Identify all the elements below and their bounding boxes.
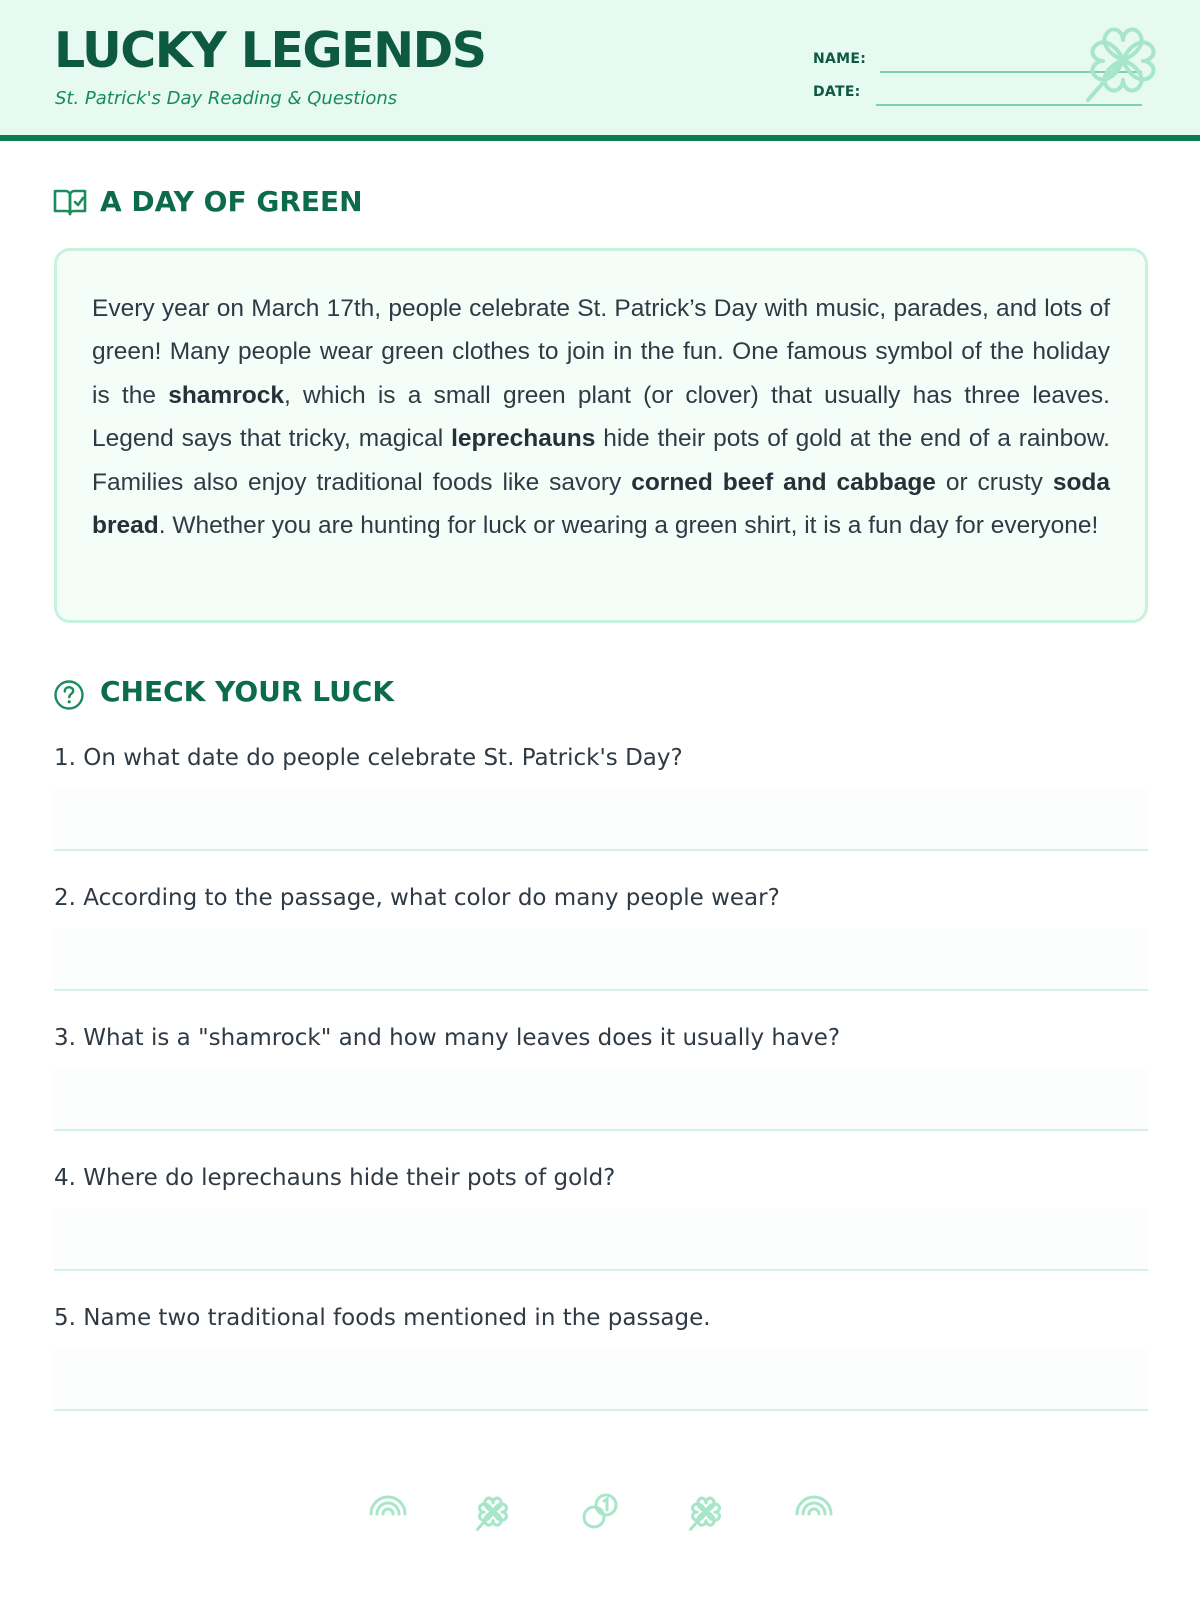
name-label: NAME: bbox=[813, 51, 867, 67]
question-text: 5. Name two traditional foods mentioned in the passage. bbox=[54, 1305, 711, 1331]
question-text: 4. Where do leprechauns hide their pots of gold? bbox=[54, 1165, 616, 1191]
question-block[interactable] bbox=[54, 885, 1148, 991]
keyword-shamrock: shamrock bbox=[168, 381, 284, 409]
passage-text: Every year on March 17th, people celebrate St. Patrick’s Day with music, parades, and lots of green! Many people wear green clothes to join in the fun. One famous symbol of the holiday is the shamrock, which is a small green plant (or clover) that usually has three leaves. Legend says that tricky, magical leprechauns hide their pots of gold at the end of a rainbow. Families also enjoy traditional foods like savory corned beef and cabbage or crusty soda bread. Whether you are hunting for luck or wearing a green shirt, it is a fun day for everyone! bbox=[92, 295, 1110, 540]
question-text: 2. According to the passage, what color do many people wear? bbox=[54, 885, 780, 911]
worksheet-header bbox=[0, 0, 1200, 141]
date-label: DATE: bbox=[813, 84, 861, 100]
keyword-leprechauns: leprechauns bbox=[451, 425, 596, 453]
question-text: 3. What is a "shamrock" and how many leaves does it usually have? bbox=[54, 1025, 841, 1051]
worksheet-title: LUCKY LEGENDS bbox=[54, 22, 486, 79]
reading-passage bbox=[54, 248, 1148, 623]
clover-icon bbox=[474, 1494, 512, 1532]
question-circle-icon bbox=[53, 679, 85, 711]
question-block[interactable] bbox=[54, 745, 1148, 851]
question-text: 1. On what date do people celebrate St. Patrick's Day? bbox=[54, 745, 683, 771]
worksheet-subtitle: St. Patrick's Day Reading & Questions bbox=[55, 88, 398, 109]
keyword-corned-beef: corned beef and cabbage bbox=[631, 468, 936, 496]
keyword-soda-bread: soda bread bbox=[92, 468, 1110, 540]
question-block[interactable] bbox=[54, 1165, 1148, 1271]
question-block[interactable] bbox=[54, 1025, 1148, 1131]
clover-icon bbox=[687, 1494, 725, 1532]
clover-icon bbox=[1080, 20, 1166, 106]
section-title-reading: A DAY OF GREEN bbox=[100, 185, 363, 218]
section-title-questions: CHECK YOUR LUCK bbox=[100, 675, 395, 708]
rainbow-icon bbox=[794, 1490, 834, 1518]
rainbow-icon bbox=[368, 1490, 408, 1518]
question-block[interactable] bbox=[54, 1305, 1148, 1411]
coins-icon bbox=[580, 1492, 620, 1532]
open-book-icon bbox=[53, 187, 87, 217]
